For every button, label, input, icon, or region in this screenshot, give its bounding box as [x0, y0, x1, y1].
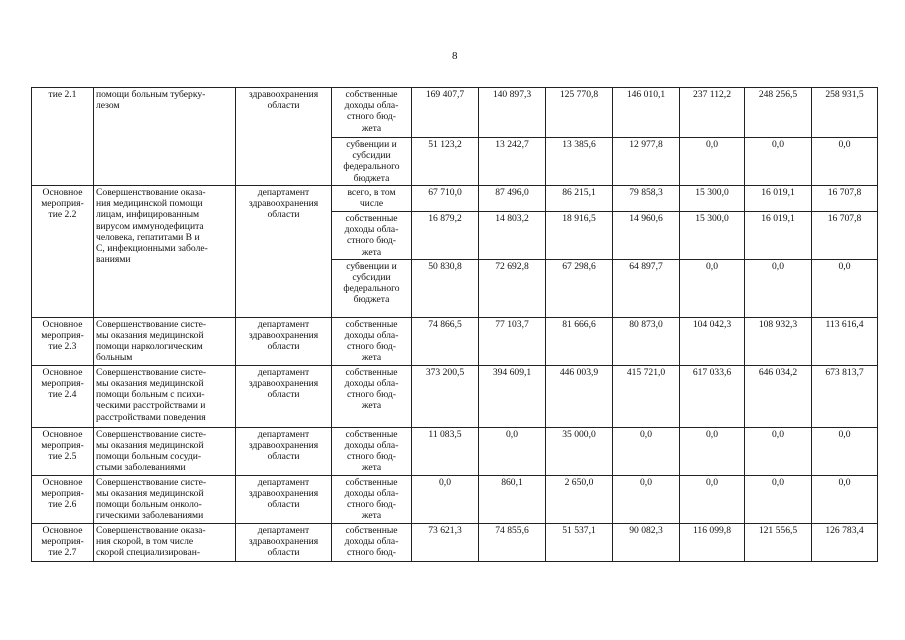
funding-source: собственные доходы обла- стного бюд- жета [332, 317, 412, 365]
funding-source: собственные доходы обла- стного бюд- жета [332, 365, 412, 427]
budget-value: 15 300,0 [680, 212, 745, 260]
table-row [32, 365, 878, 427]
budget-value: 90 082,3 [613, 523, 680, 561]
funding-source: субвенции и субсидии федерального бюджета [332, 259, 412, 317]
budget-value: 12 977,8 [613, 138, 680, 186]
budget-value: 16 879,2 [412, 212, 479, 260]
budget-value: 74 866,5 [412, 317, 479, 365]
budget-value: 0,0 [680, 427, 745, 475]
funding-source: собственные доходы обла- стного бюд- [332, 523, 412, 561]
budget-value: 646 034,2 [745, 365, 812, 427]
budget-value: 86 215,1 [546, 186, 613, 212]
budget-value: 51 123,2 [412, 138, 479, 186]
measure-name: Совершенствование систе- мы оказания медицинской помощи больным сосуди- стыми заболеваниями [94, 427, 236, 475]
measure-executor: департамент здравоохранения области [236, 523, 332, 561]
budget-value: 0,0 [613, 475, 680, 523]
budget-value: 67 298,6 [546, 259, 613, 317]
budget-value: 11 083,5 [412, 427, 479, 475]
table-row [32, 186, 878, 212]
budget-value: 0,0 [680, 138, 745, 186]
budget-value: 87 496,0 [479, 186, 546, 212]
funding-source: собственные доходы обла- стного бюд- жета [332, 475, 412, 523]
budget-value: 0,0 [680, 475, 745, 523]
budget-value: 673 813,7 [812, 365, 878, 427]
budget-value: 373 200,5 [412, 365, 479, 427]
budget-value: 446 003,9 [546, 365, 613, 427]
budget-value: 81 666,6 [546, 317, 613, 365]
funding-source: всего, в том числе [332, 186, 412, 212]
measure-executor: департамент здравоохранения области [236, 475, 332, 523]
budget-value: 74 855,6 [479, 523, 546, 561]
budget-value: 0,0 [479, 427, 546, 475]
page-number: 8 [452, 50, 458, 62]
budget-value: 121 556,5 [745, 523, 812, 561]
budget-value: 0,0 [745, 475, 812, 523]
funding-source: собственные доходы обла- стного бюд- жета [332, 88, 412, 138]
budget-value: 16 019,1 [745, 186, 812, 212]
funding-source: субвенции и субсидии федерального бюджета [332, 138, 412, 186]
budget-value: 0,0 [812, 138, 878, 186]
budget-value: 0,0 [613, 427, 680, 475]
measure-code: тие 2.1 [32, 88, 94, 186]
measure-executor: департамент здравоохранения области [236, 186, 332, 318]
measure-name: помощи больным туберку- лезом [94, 88, 236, 186]
budget-value: 140 897,3 [479, 88, 546, 138]
measure-name: Совершенствование оказа- ния скорой, в том числе скорой специализирован- [94, 523, 236, 561]
funding-source: собственные доходы обла- стного бюд- жета [332, 212, 412, 260]
budget-value: 394 609,1 [479, 365, 546, 427]
budget-value: 0,0 [680, 259, 745, 317]
budget-value: 258 931,5 [812, 88, 878, 138]
budget-value: 860,1 [479, 475, 546, 523]
budget-value: 0,0 [745, 427, 812, 475]
budget-value: 248 256,5 [745, 88, 812, 138]
budget-value: 73 621,3 [412, 523, 479, 561]
budget-value: 14 803,2 [479, 212, 546, 260]
budget-value: 16 707,8 [812, 186, 878, 212]
budget-value: 237 112,2 [680, 88, 745, 138]
budget-value: 14 960,6 [613, 212, 680, 260]
measure-executor: департамент здравоохранения области [236, 365, 332, 427]
budget-value: 80 873,0 [613, 317, 680, 365]
budget-value: 15 300,0 [680, 186, 745, 212]
budget-value: 77 103,7 [479, 317, 546, 365]
table-row [32, 475, 878, 523]
budget-value: 125 770,8 [546, 88, 613, 138]
budget-value: 16 707,8 [812, 212, 878, 260]
measure-name: Совершенствование оказа- ния медицинской помощи лицам, инфицированным вирусом иммунодефицита человека, гепатитами В и С, инфекционными заболе- ваниями [94, 186, 236, 318]
budget-value: 108 932,3 [745, 317, 812, 365]
budget-value: 415 721,0 [613, 365, 680, 427]
measure-code: Основное мероприя- тие 2.5 [32, 427, 94, 475]
measure-code: Основное мероприя- тие 2.6 [32, 475, 94, 523]
funding-source: собственные доходы обла- стного бюд- жета [332, 427, 412, 475]
budget-value: 0,0 [745, 259, 812, 317]
budget-value: 50 830,8 [412, 259, 479, 317]
budget-table-body [32, 88, 878, 562]
budget-value: 116 099,8 [680, 523, 745, 561]
table-row [32, 523, 878, 561]
table-row [32, 317, 878, 365]
budget-value: 79 858,3 [613, 186, 680, 212]
measure-name: Совершенствование систе- мы оказания медицинской помощи больным с психи- ческими расстройствами и расстройствами поведения [94, 365, 236, 427]
budget-value: 18 916,5 [546, 212, 613, 260]
measure-executor: департамент здравоохранения области [236, 427, 332, 475]
budget-value: 0,0 [812, 259, 878, 317]
measure-code: Основное мероприя- тие 2.4 [32, 365, 94, 427]
budget-value: 146 010,1 [613, 88, 680, 138]
measure-name: Совершенствование систе- мы оказания медицинской помощи больным онколо- гическими заболеваниями [94, 475, 236, 523]
budget-value: 0,0 [812, 475, 878, 523]
budget-value: 2 650,0 [546, 475, 613, 523]
measure-code: Основное мероприя- тие 2.2 [32, 186, 94, 318]
budget-value: 0,0 [745, 138, 812, 186]
budget-value: 104 042,3 [680, 317, 745, 365]
measure-name: Совершенствование систе- мы оказания медицинской помощи наркологическим больным [94, 317, 236, 365]
measure-code: Основное мероприя- тие 2.7 [32, 523, 94, 561]
budget-value: 13 242,7 [479, 138, 546, 186]
budget-value: 35 000,0 [546, 427, 613, 475]
budget-value: 113 616,4 [812, 317, 878, 365]
budget-value: 126 783,4 [812, 523, 878, 561]
table-row [32, 427, 878, 475]
measure-executor: департамент здравоохранения области [236, 317, 332, 365]
budget-value: 72 692,8 [479, 259, 546, 317]
table-row [32, 88, 878, 138]
budget-value: 16 019,1 [745, 212, 812, 260]
budget-value: 67 710,0 [412, 186, 479, 212]
budget-value: 617 033,6 [680, 365, 745, 427]
budget-value: 169 407,7 [412, 88, 479, 138]
budget-table [31, 87, 878, 562]
budget-value: 0,0 [412, 475, 479, 523]
budget-value: 0,0 [812, 427, 878, 475]
budget-value: 64 897,7 [613, 259, 680, 317]
budget-value: 13 385,6 [546, 138, 613, 186]
measure-executor: здравоохранения области [236, 88, 332, 186]
measure-code: Основное мероприя- тие 2.3 [32, 317, 94, 365]
budget-value: 51 537,1 [546, 523, 613, 561]
